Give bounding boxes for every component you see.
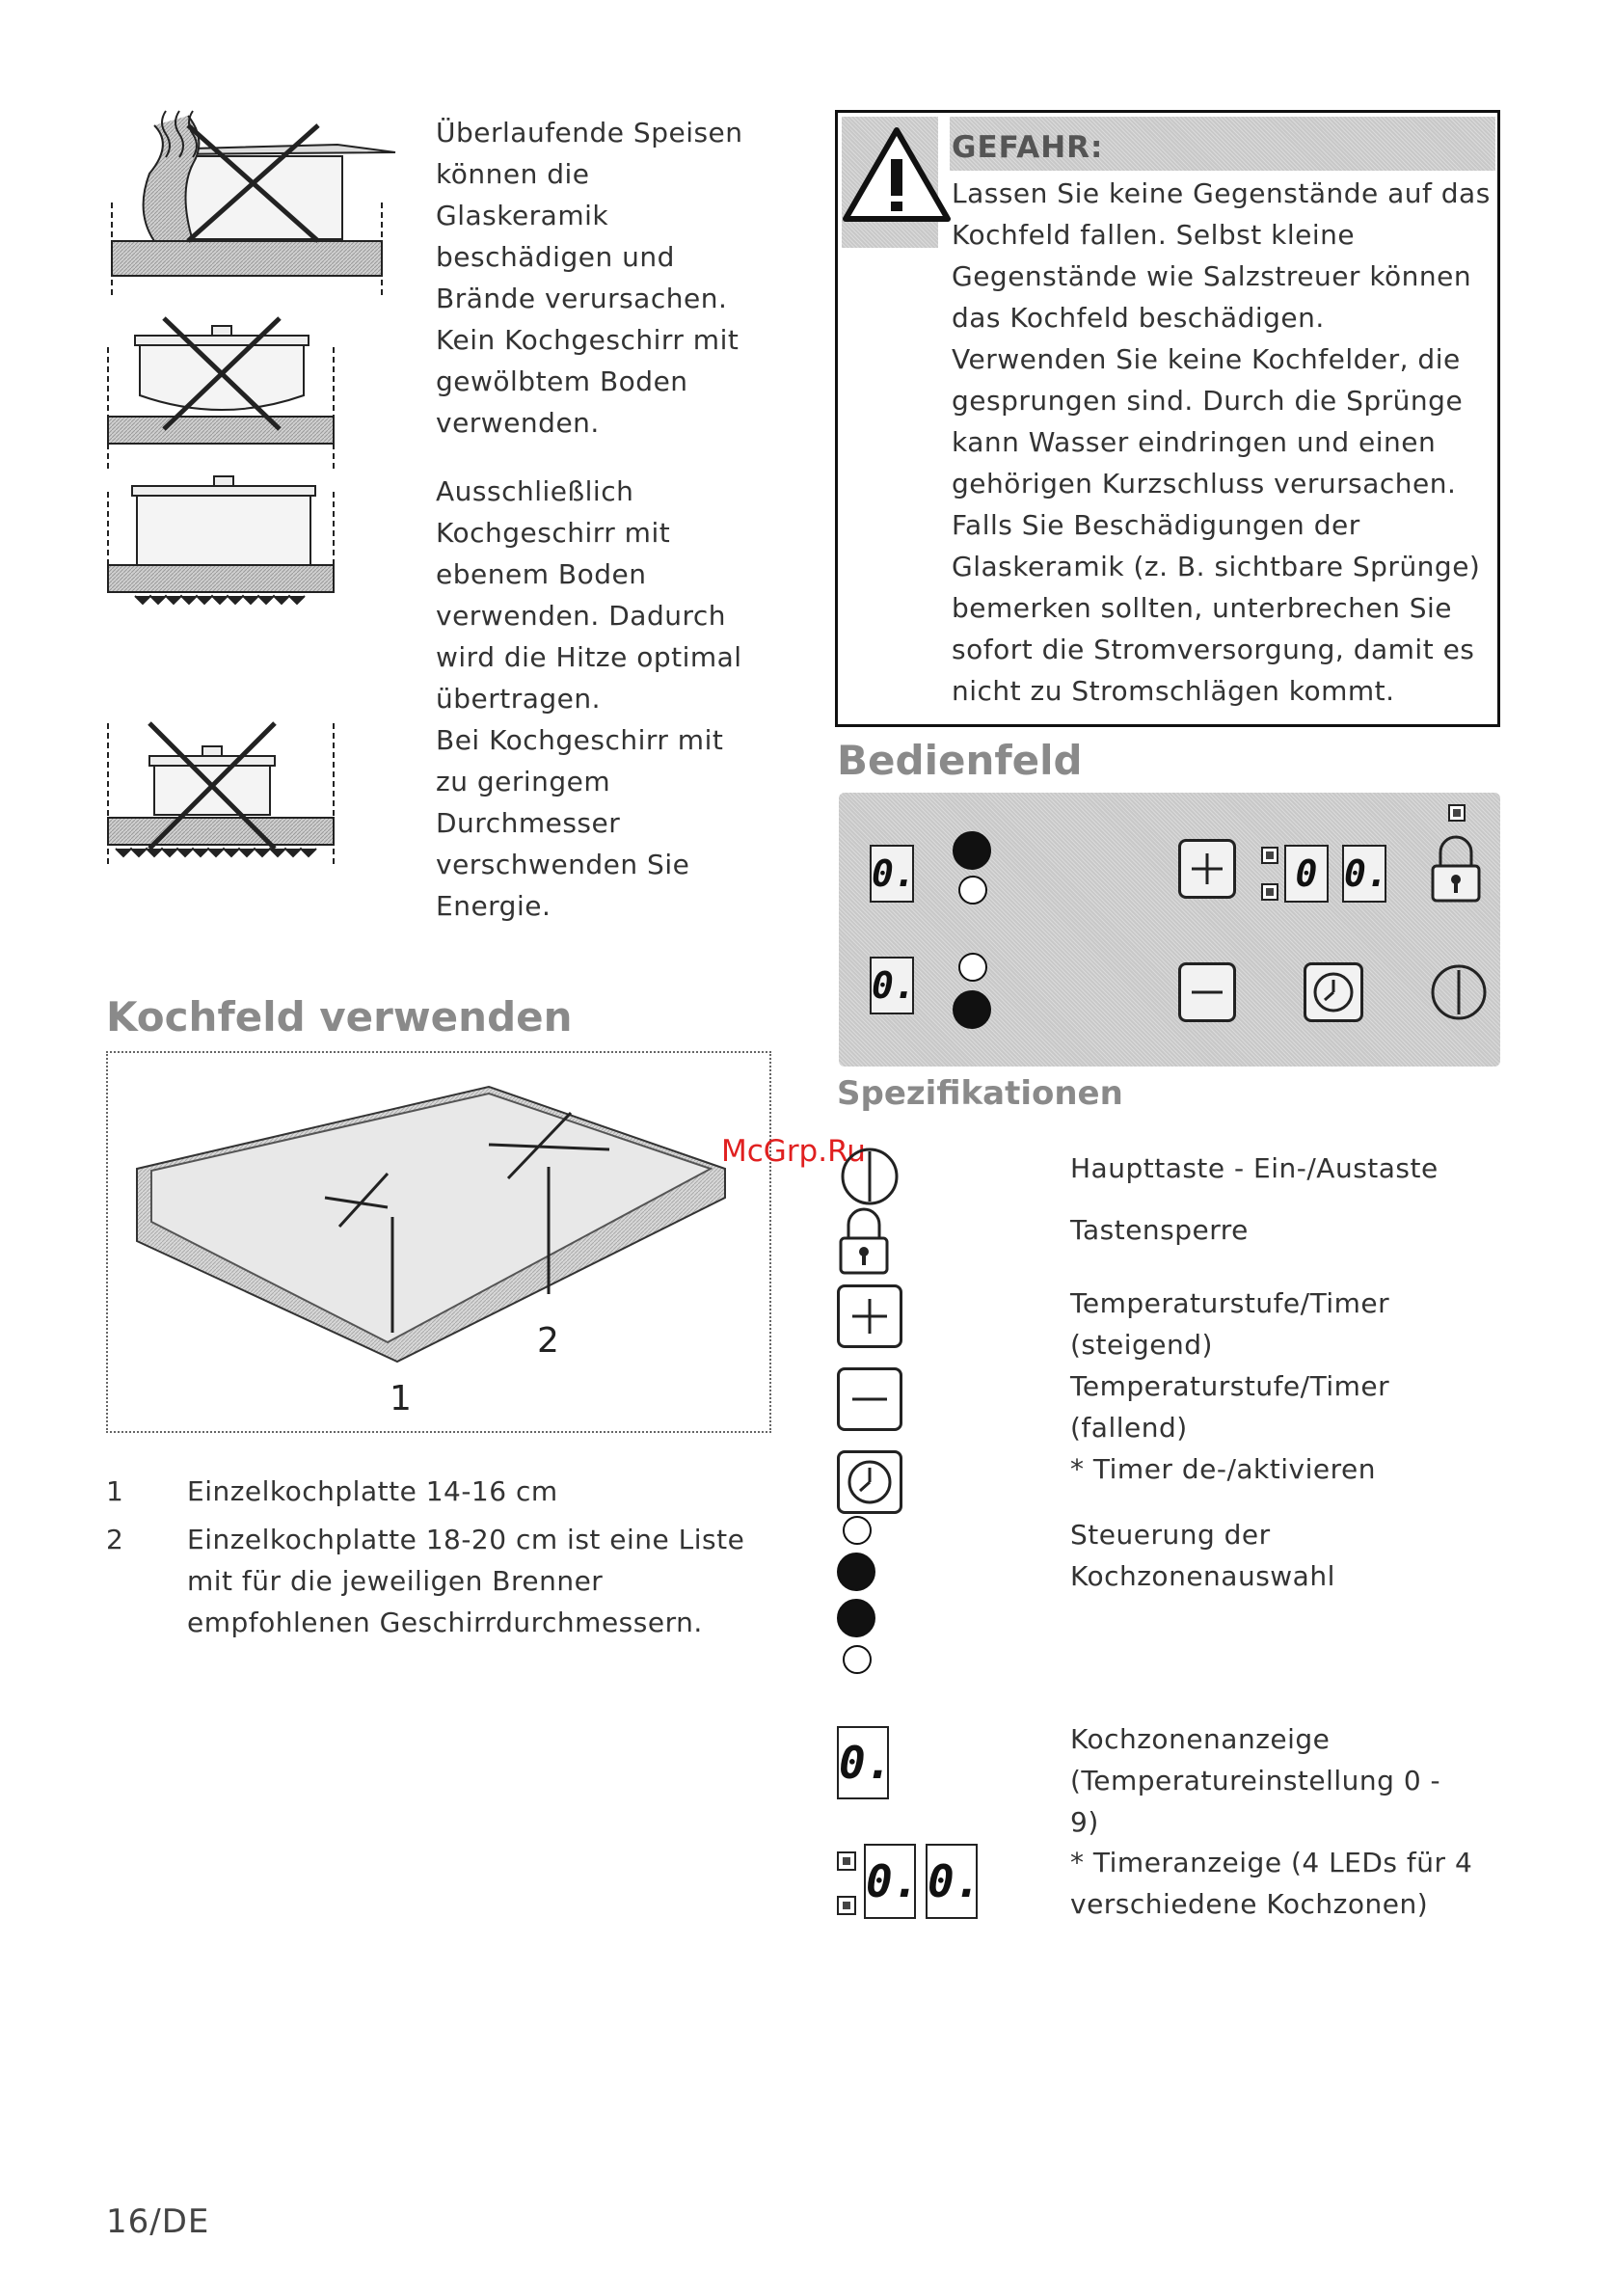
spec-zone-led-off-1 — [843, 1516, 872, 1545]
spec-lock-icon — [837, 1205, 891, 1277]
danger-title: GEFAHR: — [952, 130, 1104, 165]
legend-item-1: 1 Einzelkochplatte 14-16 cm — [106, 1475, 558, 1507]
section-title-bedienfeld: Bedienfeld — [837, 737, 1083, 784]
spec-timer-led-top — [837, 1851, 856, 1871]
spec-zone-led-off-2 — [843, 1645, 872, 1674]
zone-display-1: 0. — [870, 845, 914, 903]
clock-icon — [1311, 970, 1356, 1014]
spec-minus-icon — [837, 1367, 902, 1431]
zone-led-1-on — [953, 831, 991, 870]
timer-led-top — [1261, 847, 1278, 864]
spec-power-icon — [837, 1146, 902, 1207]
timer-digit-2: 0. — [1342, 845, 1386, 903]
zone-led-1-off — [958, 876, 987, 905]
spec-clock-icon — [837, 1450, 902, 1514]
section-title-kochfeld: Kochfeld verwenden — [106, 993, 573, 1040]
lock-button[interactable] — [1429, 833, 1483, 905]
spec-zone-led-on-1 — [837, 1553, 875, 1591]
legend-item-2: 2 Einzelkochplatte 18-20 cm ist eine Liste mit für die jeweiligen Brenner empfohlenen Geschirrdurchmessern. — [106, 1524, 745, 1638]
lock-led — [1448, 804, 1466, 822]
flat-bottom-pot-icon — [108, 476, 334, 604]
spec-timer-digit-1: 0. — [864, 1844, 916, 1919]
spec-zone-led-on-2 — [837, 1599, 875, 1637]
spec-zone-display-text: Kochzonenanzeige (Temperatureinstellung 0 - 9) — [1070, 1723, 1441, 1838]
pot-illustrations — [96, 106, 415, 916]
flat-bottom-text: Ausschließlich Kochgeschirr mit ebenem Boden verwenden. Dadurch wird die Hitze optimal übertragen. Bei Kochgeschirr mit zu geringem Durchmesser verschwenden Sie Energie. — [436, 475, 742, 922]
spec-zone-display: 0. — [837, 1726, 889, 1799]
spec-plus-icon — [837, 1284, 902, 1348]
spec-plus-text: Temperaturstufe/Timer (steigend) — [1070, 1287, 1390, 1361]
page-number: 16/DE — [106, 2202, 210, 2241]
timer-button[interactable] — [1304, 962, 1363, 1022]
overflow-pot-icon — [112, 111, 395, 299]
timer-led-bottom — [1261, 883, 1278, 901]
zone-led-2-off — [958, 953, 987, 982]
watermark: McGrp.Ru — [721, 1134, 866, 1169]
timer-digit-1: 0 — [1284, 845, 1329, 903]
zone-led-2-on — [953, 990, 991, 1029]
spec-minus-text: Temperaturstufe/Timer (fallend) * Timer de-/aktivieren — [1070, 1370, 1390, 1485]
minus-button[interactable] — [1178, 962, 1236, 1022]
hob-drawing — [108, 1053, 769, 1431]
curved-bottom-pot-icon — [108, 318, 334, 473]
callout-2: 2 — [537, 1321, 559, 1361]
zone-display-2: 0. — [870, 957, 914, 1014]
spec-lock-text: Tastensperre — [1070, 1214, 1249, 1246]
warning-triangle-icon — [842, 126, 952, 223]
danger-text: Lassen Sie keine Gegenstände auf das Kochfeld fallen. Selbst kleine Gegenstände wie Salzstreuer können das Kochfeld beschädigen. Verwenden Sie keine Kochfelder, die gesprungen sind. Durch die Sprünge kann Wasser eindringen und einen gehörigen Kurzschluss verursachen. Falls Sie Beschädigungen der Glaskeramik (z. B. sichtbare Sprünge) bemerken sollten, unterbrechen Sie sofort die Stromversorgung, damit es nicht zu Stromschlägen kommt. — [952, 177, 1491, 707]
plus-icon — [1188, 850, 1226, 888]
section-title-spezifikationen: Spezifikationen — [837, 1074, 1123, 1113]
control-panel — [839, 793, 1500, 1067]
hob-figure — [106, 1051, 771, 1433]
spec-zone-select-text: Steuerung der Kochzonenauswahl — [1070, 1519, 1335, 1592]
small-pot-icon — [108, 723, 334, 868]
callout-1: 1 — [390, 1379, 412, 1418]
power-button[interactable] — [1429, 962, 1489, 1022]
spec-timer-display-text: * Timeranzeige (4 LEDs für 4 verschiedene Kochzonen) — [1070, 1847, 1473, 1920]
spec-timer-digit-2: 0. — [926, 1844, 978, 1919]
danger-box — [835, 110, 1500, 727]
plus-button[interactable] — [1178, 839, 1236, 899]
spec-power-text: Haupttaste - Ein-/Austaste — [1070, 1152, 1439, 1184]
minus-icon — [1188, 973, 1226, 1012]
overflow-warning-text: Überlaufende Speisen können die Glaskeramik beschädigen und Brände verursachen. Kein Kochgeschirr mit gewölbtem Boden verwenden. — [436, 117, 743, 439]
spec-timer-led-bottom — [837, 1896, 856, 1915]
